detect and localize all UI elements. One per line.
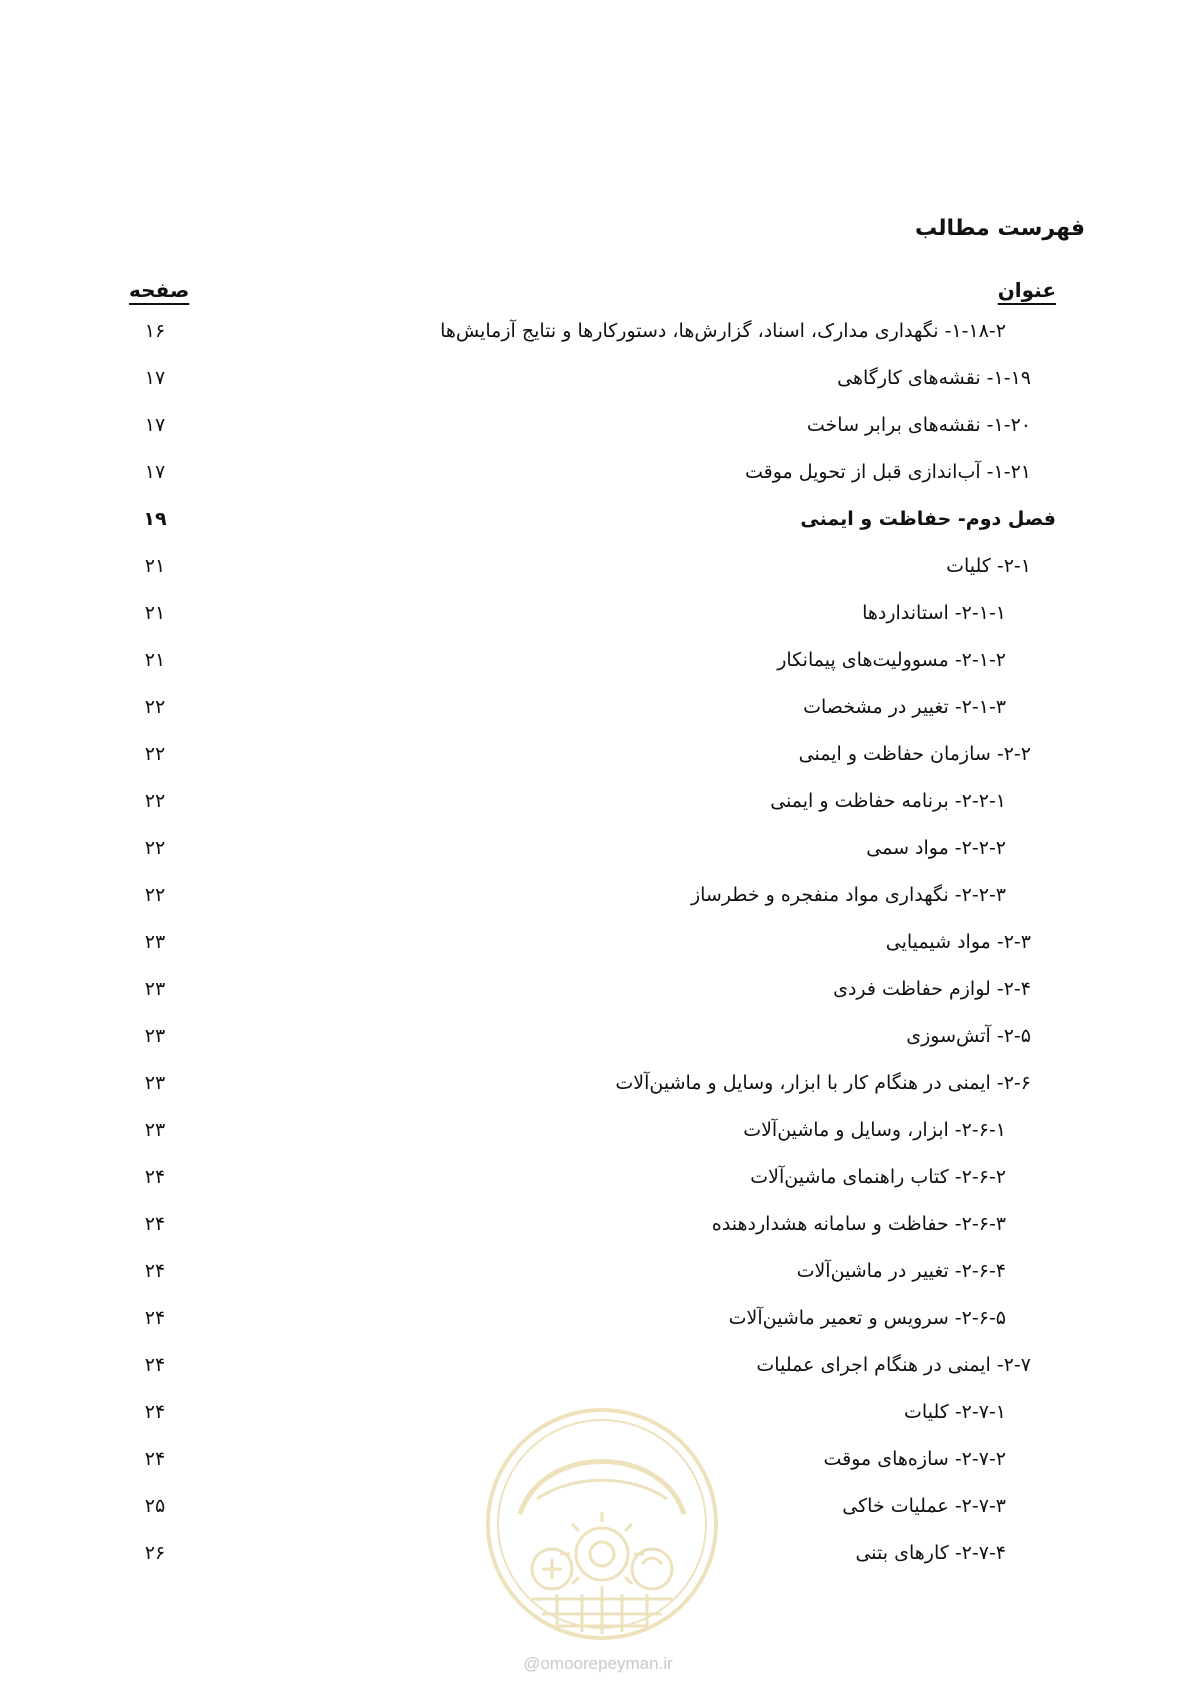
toc-entry-title: ۲-۱- کلیات — [946, 555, 1031, 577]
website-watermark: @omoorepeyman.ir — [523, 1654, 673, 1673]
toc-row[interactable] — [0, 923, 1191, 970]
toc-entry-title: ۲-۷-۴- کارهای بتنی — [855, 1542, 1006, 1564]
omoorepeyman-logo-watermark — [482, 1404, 722, 1644]
toc-entry-title: ۲-۳- مواد شیمیایی — [885, 931, 1031, 953]
toc-entry-page: ۲۵ — [144, 1495, 166, 1517]
toc-entry-page: ۲۴ — [144, 1166, 166, 1188]
toc-entry-page: ۲۲ — [144, 884, 166, 906]
toc-entry-title: ۲-۶-۳- حفاظت و سامانه هشداردهنده — [711, 1213, 1006, 1235]
toc-row[interactable] — [0, 312, 1191, 359]
toc-entry-page: ۲۳ — [144, 978, 166, 1000]
toc-entry-page: ۲۱ — [144, 602, 166, 624]
toc-row[interactable] — [0, 1346, 1191, 1393]
toc-row[interactable] — [0, 500, 1191, 547]
toc-row[interactable] — [0, 1017, 1191, 1064]
toc-entry-page: ۱۷ — [144, 461, 166, 483]
toc-entry-title: ۲-۱-۱- استانداردها — [862, 602, 1006, 624]
toc-entry-title: ۲-۵- آتش‌سوزی — [906, 1025, 1031, 1047]
toc-row[interactable] — [0, 970, 1191, 1017]
toc-entry-page: ۱۹ — [143, 508, 167, 530]
toc-entry-page: ۲۳ — [144, 931, 166, 953]
toc-entry-page: ۲۳ — [144, 1119, 166, 1141]
toc-entry-title: ۱-۱۹- نقشه‌های کارگاهی — [837, 367, 1031, 389]
toc-entry-page: ۲۴ — [144, 1448, 166, 1470]
toc-entry-title: ۱-۱۸-۲- نگهداری مدارک، اسناد، گزارش‌ها، دستورکارها و نتایج آزمایش‌ها — [440, 320, 1006, 342]
toc-entry-title: ۲-۴- لوازم حفاظت فردی — [833, 978, 1031, 1000]
toc-entry-page: ۲۲ — [144, 837, 166, 859]
column-header-page: صفحه — [129, 278, 190, 302]
table-of-contents — [0, 312, 1191, 1581]
toc-entry-title: ۲-۱-۲- مسوولیت‌های پیمانکار — [777, 649, 1006, 671]
toc-entry-page: ۲۲ — [144, 743, 166, 765]
toc-entry-title: ۲-۶-۵- سرویس و تعمیر ماشین‌آلات — [728, 1307, 1006, 1329]
toc-row[interactable] — [0, 1205, 1191, 1252]
toc-entry-title: ۲-۲-۲- مواد سمی — [866, 837, 1006, 859]
toc-entry-title: ۲-۲-۱- برنامه حفاظت و ایمنی — [770, 790, 1006, 812]
toc-entry-title: ۲-۷- ایمنی در هنگام اجرای عملیات — [756, 1354, 1031, 1376]
toc-row[interactable] — [0, 594, 1191, 641]
toc-entry-title: ۲-۷-۲- سازه‌های موقت — [823, 1448, 1006, 1470]
toc-row[interactable] — [0, 1064, 1191, 1111]
toc-entry-title: فصل دوم- حفاظت و ایمنی — [800, 508, 1056, 530]
toc-entry-title: ۲-۶-۴- تغییر در ماشین‌آلات — [796, 1260, 1006, 1282]
toc-entry-page: ۲۴ — [144, 1354, 166, 1376]
toc-row[interactable] — [0, 453, 1191, 500]
toc-entry-page: ۲۲ — [144, 790, 166, 812]
toc-entry-page: ۱۶ — [144, 320, 166, 342]
toc-row[interactable] — [0, 782, 1191, 829]
toc-entry-page: ۱۷ — [144, 414, 166, 436]
toc-row[interactable] — [0, 1158, 1191, 1205]
toc-row[interactable] — [0, 829, 1191, 876]
toc-entry-page: ۲۲ — [144, 696, 166, 718]
toc-entry-title: ۲-۷-۳- عملیات خاکی — [842, 1495, 1006, 1517]
toc-entry-page: ۲۴ — [144, 1213, 166, 1235]
toc-row[interactable] — [0, 406, 1191, 453]
toc-entry-title: ۲-۲- سازمان حفاظت و ایمنی — [798, 743, 1031, 765]
toc-row[interactable] — [0, 1111, 1191, 1158]
toc-row[interactable] — [0, 547, 1191, 594]
toc-entry-title: ۲-۲-۳- نگهداری مواد منفجره و خطرساز — [690, 884, 1006, 906]
toc-page-title: فهرست مطالب — [914, 216, 1085, 241]
column-header-title: عنوان — [997, 278, 1056, 302]
toc-entry-page: ۲۴ — [144, 1401, 166, 1423]
toc-entry-page: ۱۷ — [144, 367, 166, 389]
toc-entry-page: ۲۴ — [144, 1307, 166, 1329]
toc-row[interactable] — [0, 688, 1191, 735]
toc-entry-page: ۲۳ — [144, 1025, 166, 1047]
toc-row[interactable] — [0, 735, 1191, 782]
toc-entry-page: ۲۱ — [144, 649, 166, 671]
toc-entry-page: ۲۳ — [144, 1072, 166, 1094]
toc-row[interactable] — [0, 359, 1191, 406]
toc-entry-title: ۲-۷-۱- کلیات — [904, 1401, 1006, 1423]
toc-row[interactable] — [0, 641, 1191, 688]
toc-entry-title: ۱-۲۰- نقشه‌های برابر ساخت — [806, 414, 1031, 436]
toc-entry-title: ۲-۶- ایمنی در هنگام کار با ابزار، وسایل و ماشین‌آلات — [615, 1072, 1031, 1094]
toc-row[interactable] — [0, 1252, 1191, 1299]
toc-entry-page: ۲۶ — [144, 1542, 166, 1564]
toc-row[interactable] — [0, 876, 1191, 923]
toc-entry-title: ۲-۱-۳- تغییر در مشخصات — [803, 696, 1006, 718]
toc-entry-title: ۲-۶-۱- ابزار، وسایل و ماشین‌آلات — [743, 1119, 1006, 1141]
toc-entry-title: ۱-۲۱- آب‌اندازی قبل از تحویل موقت — [744, 461, 1031, 483]
toc-entry-title: ۲-۶-۲- کتاب راهنمای ماشین‌آلات — [750, 1166, 1006, 1188]
toc-entry-page: ۲۱ — [144, 555, 166, 577]
toc-entry-page: ۲۴ — [144, 1260, 166, 1282]
toc-row[interactable] — [0, 1299, 1191, 1346]
